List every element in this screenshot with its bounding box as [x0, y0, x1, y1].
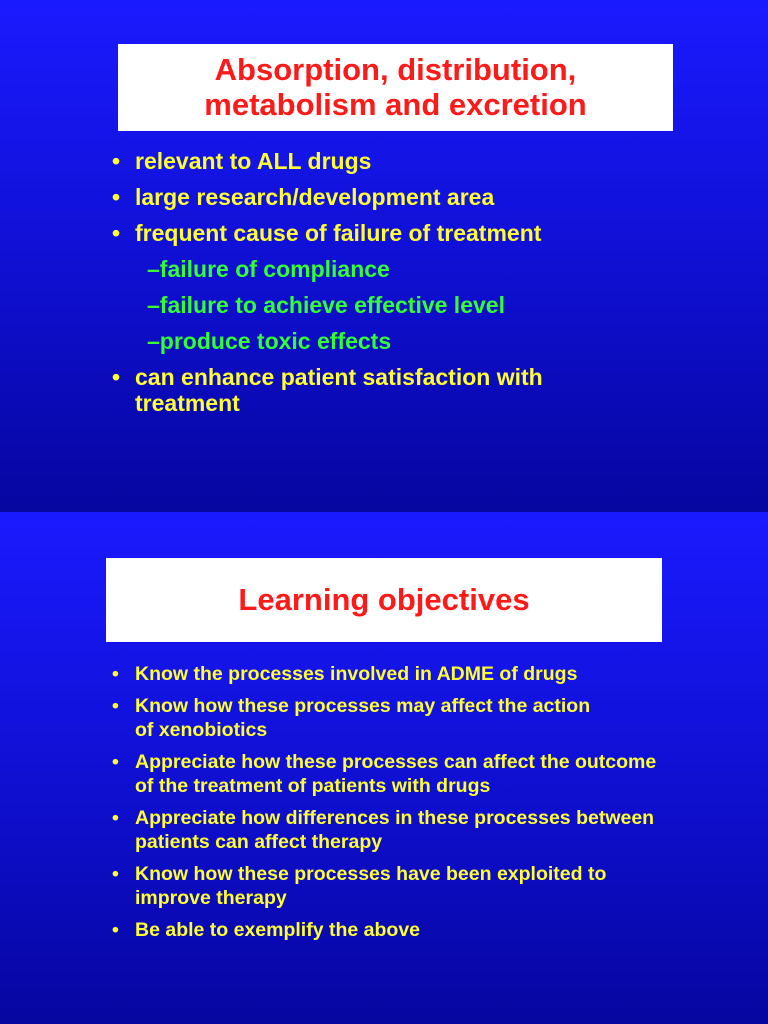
slide-title: Learning objectives — [238, 581, 530, 617]
bullet-list — [112, 662, 712, 950]
list-item: • large research/development area — [112, 184, 712, 210]
list-item: • Be able to exemplify the above — [112, 918, 712, 942]
slide-learning-objectives — [0, 512, 768, 1024]
title-line-1: Absorption, distribution, — [214, 51, 577, 87]
list-item: • Appreciate how these processes can affect the outcome of the treatment of patients with drugs — [112, 750, 675, 798]
title-line-2: metabolism and excretion — [204, 86, 587, 122]
list-item: • Appreciate how differences in these processes between patients can affect therapy — [112, 806, 675, 854]
sub-bullet-list — [135, 256, 712, 354]
bullet-list — [112, 148, 712, 426]
list-item — [112, 220, 712, 354]
sub-list-item: –failure of compliance — [147, 256, 390, 282]
list-item: • can enhance patient satisfaction with treatment — [112, 364, 605, 416]
list-item: • Know how these processes have been exploited to improve therapy — [112, 862, 680, 910]
list-item: • Know the processes involved in ADME of drugs — [112, 662, 712, 686]
sub-list-item: –failure to achieve effective level — [147, 292, 505, 318]
list-item-text: frequent cause of failure of treatment — [135, 220, 542, 246]
list-item: • Know how these processes may affect the action of xenobiotics — [112, 694, 595, 742]
slide-title — [204, 53, 586, 122]
sub-list-item: –produce toxic effects — [147, 328, 392, 354]
slide-title-box — [118, 44, 673, 131]
list-item: • relevant to ALL drugs — [112, 148, 712, 174]
slide-title-box — [106, 558, 662, 642]
